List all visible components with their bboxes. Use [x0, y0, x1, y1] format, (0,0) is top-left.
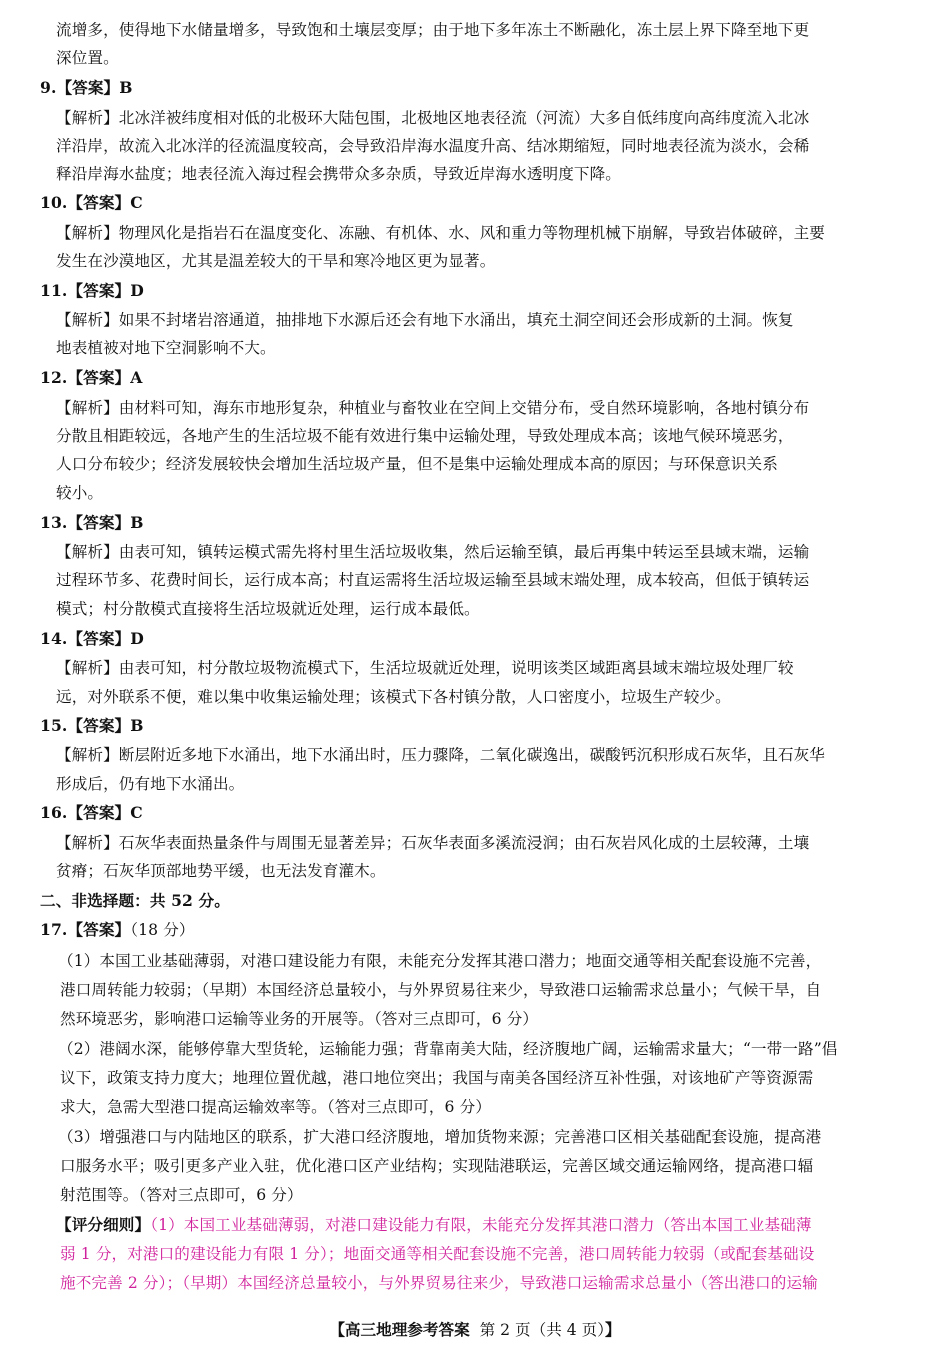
q17-answer-label: 17.【答案】 — [40, 920, 131, 939]
q10-answer: 10.【答案】C — [40, 193, 143, 212]
q17-part2-line-2: 议下，政策支持力度大；地理位置优越，港口地位突出；我国与南美各国经济互补性强，对该地矿产等资源需 — [60, 1069, 814, 1087]
page-footer — [0, 1318, 950, 1342]
q17-part1-line-3: 然环境恶劣，影响港口运输等业务的开展等。（答对三点即可，6 分） — [60, 1010, 539, 1028]
q14-answer: 14.【答案】D — [40, 629, 144, 648]
q17-scoring-line-2: 弱 1 分，对港口的建设能力有限 1 分）；地面交通等相关配套设施不完善，港口周转能力较弱（或配套基础设 — [60, 1245, 815, 1263]
q17-answer-points: （18 分） — [130, 921, 195, 939]
q15-analysis-line-2: 形成后，仍有地下水涌出。 — [56, 775, 245, 793]
q16-answer: 16.【答案】C — [40, 803, 143, 822]
q17-part3-line-3: 射范围等。（答对三点即可，6 分） — [60, 1186, 303, 1204]
q15-analysis-line-1: 【解析】断层附近多地下水涌出，地下水涌出时，压力骤降，二氧化碳逸出，碳酸钙沉积形成石灰华，且石灰华 — [56, 746, 825, 764]
q12-analysis-line-2: 分散且相距较远，各地产生的生活垃圾不能有效进行集中运输处理，导致处理成本高；该地气候环境恶劣， — [56, 427, 794, 445]
q17-part3-line-2: 口服务水平；吸引更多产业入驻，优化港口区产业结构；实现陆港联运，完善区域交通运输网络，提高港口辐 — [60, 1157, 814, 1175]
q11-answer: 11.【答案】D — [40, 281, 144, 300]
q14-analysis-line-1: 【解析】由表可知，村分散垃圾物流模式下，生活垃圾就近处理，说明该类区域距离县域末端垃圾处理厂较 — [56, 659, 794, 677]
footer-close-bracket: 】 — [605, 1320, 621, 1339]
q11-analysis-line-1: 【解析】如果不封堵岩溶通道，抽排地下水源后还会有地下水涌出，填充土洞空间还会形成新的土洞。恢复 — [56, 311, 794, 329]
q12-analysis-line-4: 较小。 — [56, 484, 104, 502]
q9-analysis-line-1: 【解析】北冰洋被纬度相对低的北极环大陆包围，北极地区地表径流（河流）大多自低纬度向高纬度流入北冰 — [56, 109, 810, 127]
q17-answer — [40, 918, 195, 942]
footer-title: 【高三地理参考答案 — [329, 1320, 470, 1339]
q17-part1-line-2: 港口周转能力较弱；（早期）本国经济总量较小，与外界贸易往来少，导致港口运输需求总量小；气候干旱，自 — [60, 981, 822, 999]
q9-analysis-line-2: 洋沿岸，故流入北冰洋的径流温度较高，会导致沿岸海水温度升高、结冰期缩短，同时地表径流为淡水，会稀 — [56, 137, 810, 155]
q13-analysis-line-1: 【解析】由表可知，镇转运模式需先将村里生活垃圾收集，然后运输至镇，最后再集中转运至县域末端，运输 — [56, 543, 810, 561]
q9-analysis-line-3: 释沿岸海水盐度；地表径流入海过程会携带众多杂质，导致近岸海水透明度下降。 — [56, 165, 621, 183]
q13-answer: 13.【答案】B — [40, 513, 144, 532]
q17-part2-line-1: （2）港阔水深，能够停靠大型货轮，运输能力强；背靠南美大陆，经济腹地广阔，运输需求量大；“一带一路”倡 — [58, 1040, 838, 1058]
q15-answer: 15.【答案】B — [40, 716, 144, 735]
q10-analysis-line-2: 发生在沙漠地区，尤其是温差较大的干旱和寒冷地区更为显著。 — [56, 252, 496, 270]
q17-part3-line-1: （3）增强港口与内陆地区的联系，扩大港口经济腹地，增加货物来源；完善港口区相关基础配套设施，提高港 — [58, 1128, 822, 1146]
scoring-label: 【评分细则】 — [56, 1215, 151, 1234]
q9-answer: 9.【答案】B — [40, 78, 133, 97]
q12-answer: 12.【答案】A — [40, 368, 143, 387]
q17-scoring-line-3: 施不完善 2 分）；（早期）本国经济总量较小，与外界贸易往来少，导致港口运输需求总量小（答出港口的运输 — [60, 1274, 818, 1292]
footer-page-number: 第 2 页（共 4 页） — [479, 1321, 606, 1339]
q12-analysis-line-1: 【解析】由材料可知，海东市地形复杂，种植业与畜牧业在空间上交错分布，受自然环境影响，各地村镇分布 — [56, 399, 810, 417]
q17-part1-line-1: （1）本国工业基础薄弱，对港口建设能力有限，未能充分发挥其港口潜力；地面交通等相关配套设施不完善， — [58, 952, 822, 970]
section-2-title: 二、非选择题：共 52 分。 — [40, 891, 230, 910]
q13-analysis-line-2: 过程环节多、花费时间长，运行成本高；村直运需将生活垃圾运输至县域末端处理，成本较高，但低于镇转运 — [56, 571, 810, 589]
q11-analysis-line-2: 地表植被对地下空洞影响不大。 — [56, 339, 276, 357]
q12-analysis-line-3: 人口分布较少；经济发展较快会增加生活垃圾产量，但不是集中运输处理成本高的原因；与环保意识关系 — [56, 455, 778, 473]
top-paragraph-line-2: 深位置。 — [56, 49, 119, 67]
q10-analysis-line-1: 【解析】物理风化是指岩石在温度变化、冻融、有机体、水、风和重力等物理机械下崩解，导致岩体破碎，主要 — [56, 224, 825, 242]
top-paragraph-line-1: 流增多，使得地下水储量增多，导致饱和土壤层变厚；由于地下多年冻土不断融化，冻土层上界下降至地下更 — [56, 21, 810, 39]
q16-analysis-line-2: 贫瘠；石灰华顶部地势平缓，也无法发育灌木。 — [56, 862, 386, 880]
q13-analysis-line-3: 模式；村分散模式直接将生活垃圾就近处理，运行成本最低。 — [56, 600, 480, 618]
q17-scoring-line-1 — [56, 1213, 812, 1237]
q16-analysis-line-1: 【解析】石灰华表面热量条件与周围无显著差异；石灰华表面多溪流浸润；由石灰岩风化成的土层较薄，土壤 — [56, 834, 810, 852]
scoring-text-1: （1）本国工业基础薄弱，对港口建设能力有限，未能充分发挥其港口潜力（答出本国工业基础薄 — [150, 1216, 812, 1234]
q14-analysis-line-2: 远，对外联系不便，难以集中收集运输处理；该模式下各村镇分散，人口密度小，垃圾生产较少。 — [56, 688, 731, 706]
q17-part2-line-3: 求大，急需大型港口提高运输效率等。（答对三点即可，6 分） — [60, 1098, 492, 1116]
